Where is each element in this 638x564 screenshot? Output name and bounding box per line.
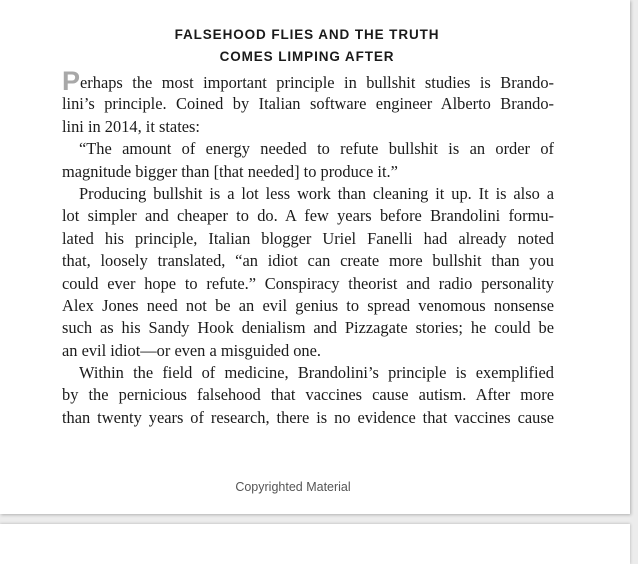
text-line-8: lated his principle, Italian blogger Uriel Fanelli had already noted bbox=[62, 228, 554, 248]
text-line-14: Within the field of medicine, Brandolini’s principle is exemplified bbox=[79, 363, 554, 383]
text-line-2: lini’s principle. Coined by Italian software engineer Alberto Brando- bbox=[62, 94, 554, 114]
text-line-7: lot simpler and cheaper to do. A few years before Brandolini formu- bbox=[62, 206, 554, 226]
text-line-5: magnitude bigger than [that needed] to produce it.” bbox=[62, 161, 398, 181]
drop-cap: P bbox=[62, 66, 81, 96]
text-line-6: Producing bullshit is a lot less work than cleaning it up. It is also a bbox=[79, 183, 554, 203]
section-heading-line-1: FALSEHOOD FLIES AND THE TRUTH bbox=[174, 27, 440, 42]
text-line-16: than twenty years of research, there is no evidence that vaccines cause bbox=[62, 407, 554, 427]
text-line-13: an evil idiot—or even a misguided one. bbox=[62, 340, 322, 360]
text-line-1-rest: erhaps the most important principle in bullshit studies is Brando- bbox=[80, 73, 554, 92]
copyright-notice: Copyrighted Material bbox=[235, 480, 351, 494]
text-line-4: “The amount of energy needed to refute bullshit is an order of bbox=[79, 139, 554, 159]
text-line-11: Alex Jones need not be an evil genius to spread venomous nonsense bbox=[62, 295, 554, 315]
next-page-edge bbox=[0, 524, 630, 564]
text-line-15: by the pernicious falsehood that vaccines cause autism. After more bbox=[62, 385, 554, 405]
text-line-9: that, loosely translated, “an idiot can create more bullshit than you bbox=[62, 251, 554, 271]
body-text bbox=[62, 66, 554, 429]
text-line-10: could ever hope to refute.” Conspiracy theorist and radio personality bbox=[62, 273, 554, 293]
text-line-12: such as his Sandy Hook denialism and Pizzagate stories; he could be bbox=[62, 318, 554, 338]
section-heading-line-2: COMES LIMPING AFTER bbox=[219, 49, 395, 64]
text-line-1 bbox=[62, 66, 554, 96]
text-line-3: lini in 2014, it states: bbox=[62, 116, 200, 136]
